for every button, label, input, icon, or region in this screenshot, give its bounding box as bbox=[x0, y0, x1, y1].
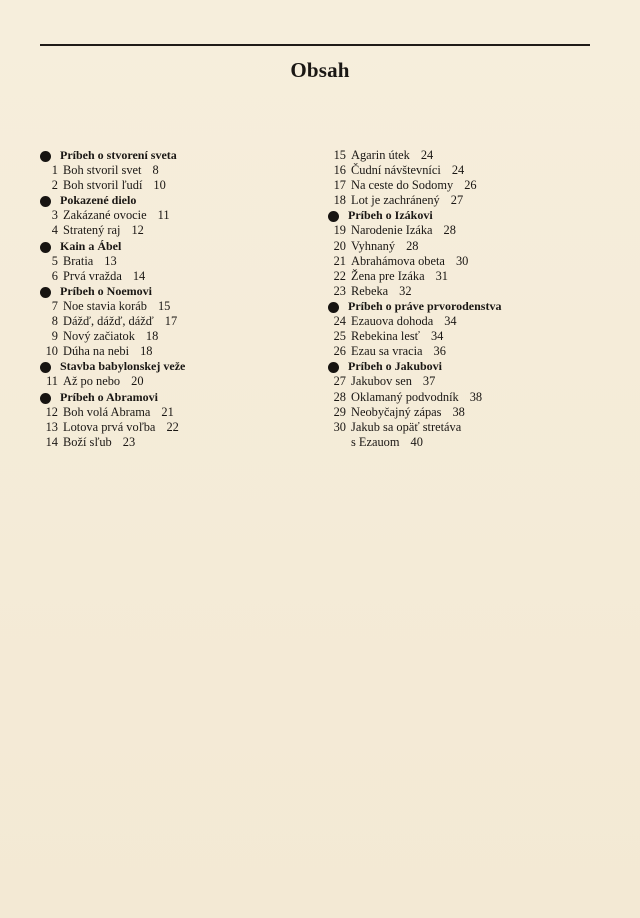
toc-section-heading bbox=[326, 359, 616, 374]
toc-entry bbox=[38, 435, 308, 450]
toc-section-heading bbox=[326, 299, 616, 314]
entry-number: 5 bbox=[51, 253, 58, 268]
toc-entry bbox=[38, 405, 308, 420]
entry-number: 22 bbox=[333, 268, 346, 283]
entry-page: 26 bbox=[464, 178, 477, 193]
entry-page: 38 bbox=[469, 389, 483, 404]
toc-entry bbox=[326, 148, 616, 163]
toc-entry bbox=[38, 420, 308, 435]
entry-page: 13 bbox=[104, 253, 117, 268]
entry-number: 15 bbox=[333, 148, 346, 162]
entry-title: Abrahámova obeta bbox=[351, 253, 445, 268]
entry-page: 14 bbox=[132, 268, 146, 283]
entry-page: 18 bbox=[140, 344, 153, 359]
entry-page: 10 bbox=[153, 178, 166, 193]
entry-page: 23 bbox=[122, 434, 136, 449]
entry-page: 15 bbox=[157, 298, 171, 313]
toc-entry bbox=[326, 254, 616, 269]
entry-number: 16 bbox=[333, 163, 346, 178]
entry-number: 2 bbox=[51, 178, 58, 193]
entry-title: Jakub sa opäť stretáva bbox=[351, 419, 462, 434]
entry-page: 12 bbox=[131, 223, 144, 238]
entry-number: 6 bbox=[51, 268, 58, 283]
entry-page: 24 bbox=[420, 148, 434, 162]
entry-number: 12 bbox=[45, 404, 58, 419]
entry-title: Narodenie Izáka bbox=[351, 223, 433, 238]
toc-entry bbox=[326, 284, 616, 299]
entry-title: Vyhnaný bbox=[351, 238, 396, 253]
toc-entry bbox=[326, 223, 616, 238]
section-label: Pokazené dielo bbox=[60, 193, 137, 208]
entry-title: Oklamaný podvodník bbox=[351, 389, 459, 404]
bullet-icon bbox=[328, 302, 339, 313]
entry-number: 21 bbox=[333, 253, 346, 268]
entry-number: 24 bbox=[333, 314, 346, 329]
toc-section-heading bbox=[38, 239, 308, 254]
section-label: Príbeh o Izákovi bbox=[348, 208, 433, 223]
entry-number: 11 bbox=[46, 374, 58, 389]
toc-entry bbox=[38, 374, 308, 389]
entry-title: Prvá vražda bbox=[63, 268, 122, 283]
entry-title: Boh stvoril ľudí bbox=[63, 178, 143, 193]
entry-number: 17 bbox=[333, 178, 346, 193]
entry-number: 4 bbox=[51, 223, 58, 238]
entry-title: Jakubov sen bbox=[351, 374, 412, 389]
entry-number: 13 bbox=[45, 419, 58, 434]
section-label: Príbeh o stvorení sveta bbox=[60, 148, 177, 162]
entry-title: s Ezauom bbox=[351, 434, 400, 449]
entry-title: Rebekina lesť bbox=[351, 329, 420, 344]
entry-page: 28 bbox=[406, 238, 419, 253]
toc-section-heading bbox=[38, 284, 308, 299]
entry-page: 34 bbox=[444, 314, 457, 329]
toc-entry bbox=[326, 405, 616, 420]
toc-section-heading bbox=[38, 193, 308, 208]
entry-number: 20 bbox=[333, 238, 346, 253]
entry-page: 36 bbox=[433, 344, 446, 359]
entry-title: Boh volá Abrama bbox=[63, 404, 151, 419]
entry-title: Rebeka bbox=[351, 283, 389, 298]
entry-page: 40 bbox=[410, 434, 423, 449]
entry-title: Boží sľub bbox=[63, 434, 112, 449]
toc-entry bbox=[326, 269, 616, 284]
entry-page: 37 bbox=[422, 374, 436, 389]
toc-entry bbox=[326, 193, 616, 208]
entry-page: 22 bbox=[166, 419, 179, 434]
entry-title: Bratia bbox=[63, 253, 94, 268]
toc-section-heading bbox=[38, 148, 308, 163]
entry-page: 28 bbox=[443, 223, 456, 238]
toc-right-column bbox=[326, 148, 616, 450]
toc-entry bbox=[38, 344, 308, 359]
entry-title: Agarin útek bbox=[351, 148, 410, 162]
bullet-icon bbox=[328, 211, 339, 222]
entry-page: 21 bbox=[161, 404, 174, 419]
entry-number: 23 bbox=[333, 283, 346, 298]
toc-entry bbox=[38, 269, 308, 284]
toc-section-heading bbox=[38, 390, 308, 405]
entry-title: Až po nebo bbox=[63, 374, 121, 389]
entry-title: Noe stavia koráb bbox=[63, 298, 147, 313]
bullet-icon bbox=[40, 287, 51, 298]
entry-number: 1 bbox=[51, 163, 58, 178]
toc-entry bbox=[326, 344, 616, 359]
entry-number: 18 bbox=[333, 193, 346, 208]
entry-page: 38 bbox=[452, 404, 465, 419]
entry-title: Stratený raj bbox=[63, 223, 121, 238]
entry-title: Lotova prvá voľba bbox=[63, 419, 156, 434]
entry-number: 19 bbox=[333, 223, 346, 238]
entry-title: Ezauova dohoda bbox=[351, 314, 434, 329]
section-label: Príbeh o práve prvorodenstva bbox=[348, 298, 502, 313]
entry-number: 9 bbox=[51, 329, 58, 344]
bullet-icon bbox=[40, 196, 51, 207]
toc-entry bbox=[326, 420, 616, 435]
top-rule bbox=[40, 44, 590, 46]
bullet-icon bbox=[328, 362, 339, 373]
toc-left-column bbox=[38, 148, 308, 450]
entry-page: 18 bbox=[145, 329, 159, 344]
section-label: Príbeh o Jakubovi bbox=[348, 359, 443, 374]
entry-title: Dážď, dážď, dážď bbox=[63, 314, 154, 329]
entry-title: Žena pre Izáka bbox=[351, 268, 425, 283]
toc-entry bbox=[38, 223, 308, 238]
section-label: Stavba babylonskej veže bbox=[60, 359, 186, 374]
toc-entry bbox=[326, 163, 616, 178]
entry-page: 34 bbox=[430, 329, 444, 344]
toc-entry bbox=[326, 178, 616, 193]
entry-title: Zakázané ovocie bbox=[63, 208, 147, 223]
bullet-icon bbox=[40, 151, 51, 162]
page-title: Obsah bbox=[290, 58, 350, 82]
entry-page: 11 bbox=[157, 208, 170, 223]
bullet-icon bbox=[40, 362, 51, 373]
toc-entry bbox=[38, 314, 308, 329]
entry-page: 31 bbox=[435, 268, 448, 283]
bullet-icon bbox=[40, 242, 51, 253]
toc-entry bbox=[38, 163, 308, 178]
toc-entry bbox=[38, 178, 308, 193]
entry-number: 27 bbox=[333, 374, 346, 389]
entry-page: 24 bbox=[451, 163, 465, 178]
section-label: Kain a Ábel bbox=[60, 238, 122, 253]
entry-page: 27 bbox=[450, 193, 464, 208]
entry-title: Na ceste do Sodomy bbox=[351, 178, 454, 193]
section-label: Príbeh o Noemovi bbox=[60, 283, 152, 298]
toc-entry-continuation bbox=[326, 435, 616, 450]
entry-title: Dúha na nebi bbox=[63, 344, 130, 359]
entry-number: 7 bbox=[51, 298, 58, 313]
entry-number: 10 bbox=[45, 344, 58, 359]
toc-entry bbox=[38, 254, 308, 269]
toc-entry bbox=[38, 208, 308, 223]
entry-number: 26 bbox=[333, 344, 346, 359]
entry-title: Ezau sa vracia bbox=[351, 344, 423, 359]
toc-entry bbox=[326, 239, 616, 254]
entry-page: 30 bbox=[455, 253, 469, 268]
entry-title: Neobyčajný zápas bbox=[351, 404, 442, 419]
toc-entry bbox=[326, 390, 616, 405]
toc-section-heading bbox=[38, 359, 308, 374]
section-label: Príbeh o Abramovi bbox=[60, 389, 158, 404]
entry-number: 14 bbox=[45, 434, 58, 449]
entry-number: 25 bbox=[333, 329, 346, 344]
entry-number: 28 bbox=[333, 389, 346, 404]
entry-number: 29 bbox=[333, 404, 346, 419]
entry-number: 3 bbox=[51, 208, 58, 223]
toc-entry bbox=[326, 329, 616, 344]
entry-title: Nový začiatok bbox=[63, 329, 135, 344]
entry-page: 32 bbox=[399, 283, 412, 298]
toc-entry bbox=[38, 299, 308, 314]
toc-section-heading bbox=[326, 208, 616, 223]
toc-entry bbox=[326, 314, 616, 329]
toc-entry bbox=[38, 329, 308, 344]
bullet-icon bbox=[40, 393, 51, 404]
entry-page: 8 bbox=[152, 163, 159, 178]
entry-number: 30 bbox=[333, 419, 346, 434]
entry-number: 8 bbox=[51, 314, 58, 329]
entry-title: Čudní návštevníci bbox=[351, 163, 441, 178]
toc-entry bbox=[326, 374, 616, 389]
entry-page: 17 bbox=[164, 314, 178, 329]
entry-title: Lot je zachránený bbox=[351, 193, 440, 208]
entry-page: 20 bbox=[131, 374, 144, 389]
entry-title: Boh stvoril svet bbox=[63, 163, 142, 178]
